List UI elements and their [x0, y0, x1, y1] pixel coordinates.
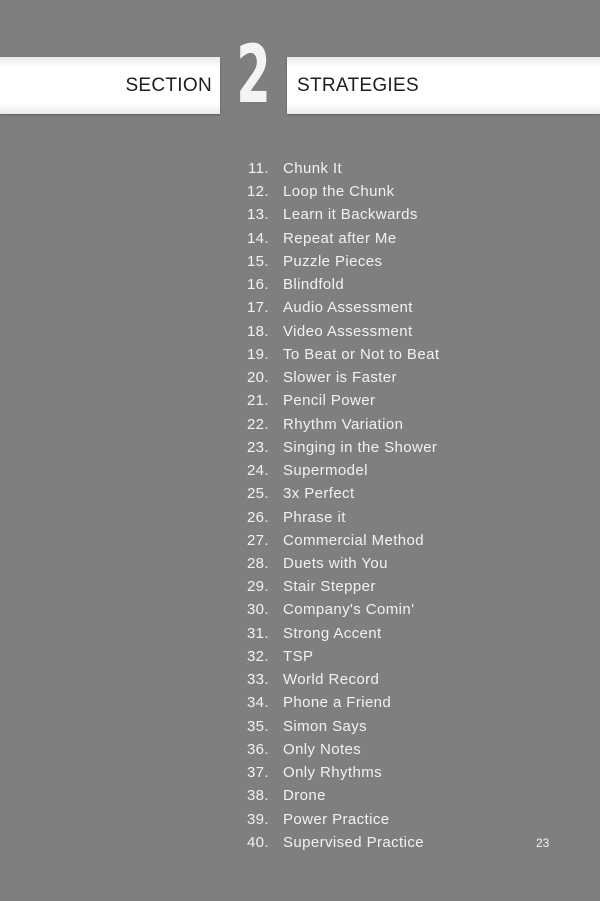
strategy-label: Audio Assessment [283, 299, 413, 317]
strategy-item [232, 320, 439, 343]
strategy-item [232, 436, 439, 459]
strategy-number: 24. [246, 462, 269, 480]
strategy-item [232, 552, 439, 575]
strategy-item [232, 598, 439, 621]
section-label: SECTION [125, 75, 212, 96]
strategy-label: Slower is Faster [283, 369, 397, 387]
strategy-number: 33. [246, 671, 269, 689]
strategy-label: Commercial Method [283, 531, 425, 549]
strategy-item [232, 575, 439, 598]
strategy-number: 26. [246, 508, 269, 526]
strategy-label: Duets with You [283, 554, 388, 572]
strategy-item [232, 784, 439, 807]
strategy-number: 14. [246, 229, 269, 247]
section-title: STRATEGIES [297, 75, 419, 96]
strategy-number: 18. [246, 322, 269, 340]
strategy-label: Rhythm Variation [283, 415, 404, 433]
section-number: 2 [236, 28, 271, 121]
strategy-item [232, 250, 439, 273]
strategy-item [232, 459, 439, 482]
strategy-number: 20. [246, 369, 269, 387]
strategy-item [232, 506, 439, 529]
strategy-item [232, 691, 439, 714]
strategy-item [232, 366, 439, 389]
strategy-number: 38. [246, 787, 269, 805]
strategy-label: World Record [283, 671, 380, 689]
strategy-number: 16. [246, 276, 269, 294]
strategy-item [232, 413, 439, 436]
strategy-label: Phrase it [283, 508, 346, 526]
strategy-number: 17. [246, 299, 269, 317]
strategy-item [232, 831, 439, 854]
strategy-label: Company's Comin' [283, 601, 415, 619]
strategy-label: To Beat or Not to Beat [283, 345, 440, 363]
strategy-number: 22. [246, 415, 269, 433]
strategy-item [232, 645, 439, 668]
strategy-label: Simon Says [283, 717, 368, 735]
strategy-label: Singing in the Shower [283, 438, 438, 456]
strategy-label: Loop the Chunk [283, 183, 395, 201]
strategy-item [232, 227, 439, 250]
strategy-label: Phone a Friend [283, 694, 392, 712]
strategy-label: Chunk It [283, 160, 343, 177]
strategy-number: 25. [246, 485, 269, 503]
strategy-number: 35. [246, 717, 269, 735]
strategy-item [232, 738, 439, 761]
strategy-label: TSP [283, 647, 314, 665]
strategy-label: Only Rhythms [283, 764, 382, 782]
strategy-number: 32. [246, 647, 269, 665]
strategy-number: 21. [246, 392, 269, 410]
strategy-label: Learn it Backwards [283, 206, 418, 224]
strategy-item [232, 482, 439, 505]
strategy-label: Puzzle Pieces [283, 252, 383, 270]
strategy-number: 29. [246, 578, 269, 596]
strategy-item [232, 273, 439, 296]
strategy-item [232, 715, 439, 738]
strategy-label: Blindfold [283, 276, 345, 294]
strategy-item [232, 808, 439, 831]
strategy-item [232, 296, 439, 319]
strategy-label: Stair Stepper [283, 578, 376, 596]
strategy-label: Supervised Practice [283, 833, 424, 851]
strategy-label: Strong Accent [283, 624, 382, 642]
strategy-number: 31. [246, 624, 269, 642]
strategy-item [232, 389, 439, 412]
strategy-label: Supermodel [283, 462, 368, 480]
strategy-list [232, 157, 439, 854]
strategy-number: 28. [246, 554, 269, 572]
strategy-item [232, 622, 439, 645]
strategy-label: Only Notes [283, 740, 362, 758]
page-number: 23 [536, 836, 550, 850]
strategy-number: 39. [246, 810, 269, 828]
strategy-number: 12. [246, 183, 269, 201]
strategy-label: Drone [283, 787, 326, 805]
strategy-label: Pencil Power [283, 392, 376, 410]
strategy-number: 15. [246, 252, 269, 270]
strategy-item [232, 203, 439, 226]
strategy-label: Power Practice [283, 810, 390, 828]
strategy-number: 11. [248, 160, 269, 177]
strategy-item [232, 180, 439, 203]
strategy-number: 34. [246, 694, 269, 712]
strategy-item [232, 761, 439, 784]
strategy-number: 19. [246, 345, 269, 363]
strategy-number: 36. [246, 740, 269, 758]
strategy-label: 3x Perfect [283, 485, 355, 503]
strategy-number: 37. [246, 764, 269, 782]
strategy-label: Repeat after Me [283, 229, 397, 247]
strategy-number: 23. [246, 438, 269, 456]
strategy-label: Video Assessment [283, 322, 413, 340]
strategy-number: 27. [246, 531, 269, 549]
strategy-item [232, 668, 439, 691]
strategy-item [232, 529, 439, 552]
strategy-item [232, 157, 439, 180]
strategy-item [232, 343, 439, 366]
strategy-number: 30. [246, 601, 269, 619]
strategy-number: 13. [246, 206, 269, 224]
strategy-number: 40. [246, 833, 269, 851]
